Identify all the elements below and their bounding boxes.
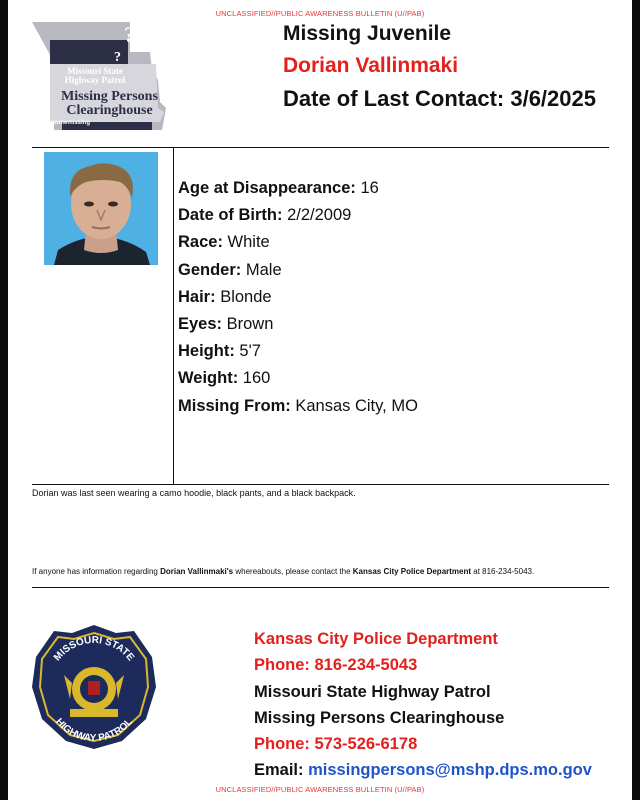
contact-program-mshp: Missing Persons Clearinghouse	[254, 708, 505, 727]
detail-missing-from: Missing From: Kansas City, MO	[178, 396, 418, 415]
contact-agency-kcpd: Kansas City Police Department	[254, 630, 498, 648]
contact-phone-mshp[interactable]: Phone: 573-526-6178	[254, 735, 418, 754]
contact-block	[254, 626, 592, 784]
question-mark-small: ?	[114, 50, 121, 65]
circumstances-text: Dorian was last seen wearing a camo hoodie, black pants, and a black backpack.	[32, 488, 356, 498]
contact-phone-kcpd[interactable]: Phone: 816-234-5043	[254, 656, 418, 675]
detail-gender: Gender: Male	[178, 260, 282, 279]
detail-dob: Date of Birth: 2/2/2009	[178, 206, 352, 225]
logo-program-text: Missing Persons Clearinghouse	[61, 89, 158, 118]
logo-hashtag: #showmemissing	[40, 120, 91, 126]
divider-photo-column	[173, 147, 174, 484]
contact-agency-mshp: Missouri State Highway Patrol	[254, 682, 491, 701]
seal-top-text: MISSOURI STATE	[51, 634, 137, 664]
contact-instructions: If anyone has information regarding Dorian Vallinmaki's whereabouts, please contact the Kansas City Police Department at 816-234-5043.	[32, 567, 535, 576]
email-link[interactable]: missingpersons@mshp.dps.mo.gov	[308, 761, 592, 780]
detail-eyes: Eyes: Brown	[178, 314, 274, 333]
logo-agency-text: Missouri State Highway Patrol	[64, 66, 126, 85]
left-border-bar	[0, 0, 8, 800]
detail-height: Height: 5'7	[178, 342, 261, 361]
highway-patrol-seal	[30, 623, 158, 751]
last-contact-date: Date of Last Contact: 3/6/2025	[283, 86, 596, 111]
classification-banner-top: UNCLASSIFIED//PUBLIC AWARENESS BULLETIN (U//PAB)	[215, 9, 425, 18]
missing-person-name: Dorian Vallinmaki	[283, 54, 459, 77]
detail-age: Age at Disappearance: 16	[178, 179, 379, 197]
question-mark-large: ?	[124, 22, 135, 47]
seal-bottom-text: HIGHWAY PATROL	[53, 716, 135, 745]
right-border-bar	[632, 0, 640, 800]
divider-header	[32, 147, 609, 148]
bulletin-title: Missing Juvenile	[283, 22, 452, 45]
email-label: Email:	[254, 761, 304, 780]
contact-email-row	[254, 757, 592, 783]
details-list	[178, 177, 418, 422]
divider-contact	[32, 587, 609, 588]
subject-photo	[44, 152, 158, 265]
detail-hair: Hair: Blonde	[178, 287, 272, 306]
clearinghouse-logo	[32, 22, 166, 132]
divider-details	[32, 484, 609, 485]
classification-banner-bottom: UNCLASSIFIED//PUBLIC AWARENESS BULLETIN (U//PAB)	[215, 785, 425, 794]
detail-weight: Weight: 160	[178, 369, 271, 388]
detail-race: Race: White	[178, 233, 270, 252]
